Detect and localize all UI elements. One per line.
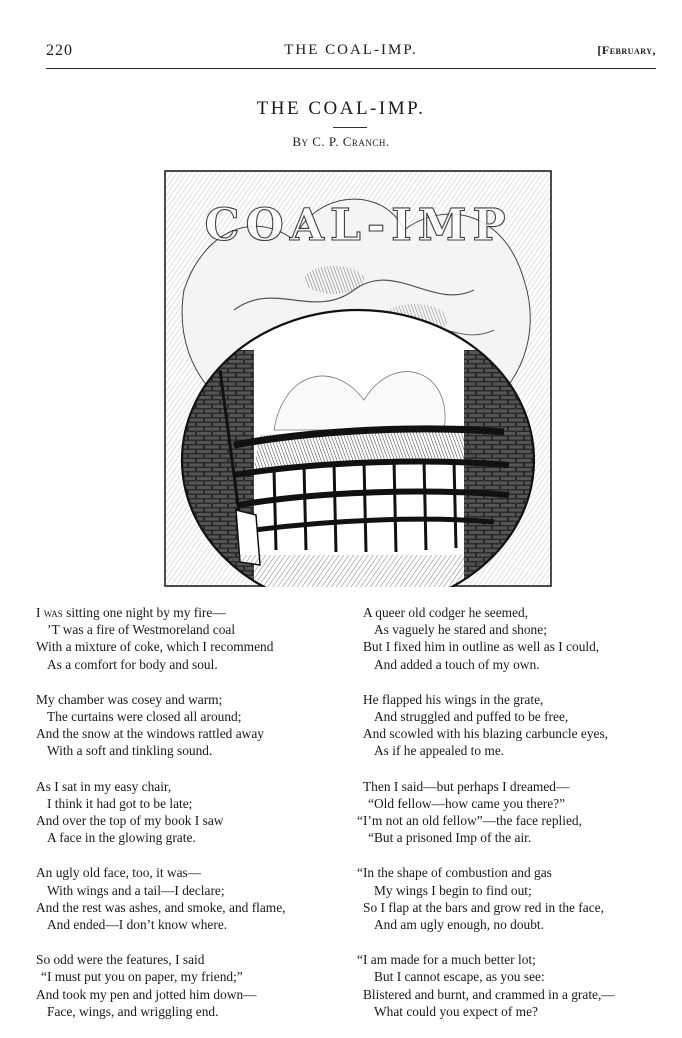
- poem-line: The curtains were closed all around;: [47, 709, 242, 725]
- poem-line: What could you expect of me?: [374, 1003, 538, 1019]
- poem-line-text: sitting one night by my fire—: [62, 605, 226, 620]
- poem-line: My chamber was cosey and warm;: [36, 691, 223, 707]
- poem-stanza: [36, 778, 346, 847]
- poem-left-column: [36, 604, 346, 1038]
- poem-line: As a comfort for body and soul.: [47, 656, 218, 672]
- fireplace-engraving: [164, 170, 552, 587]
- poem-line: And over the top of my book I saw: [36, 813, 224, 829]
- poem-line: And the rest was ashes, and smoke, and flame,: [36, 899, 286, 915]
- poem-line: I think it had got to be late;: [47, 795, 193, 811]
- running-month: [February,: [597, 43, 656, 57]
- byline: By C. P. Cranch.: [292, 134, 390, 149]
- poem-stanza: [36, 604, 346, 673]
- poem-line: “In the shape of combustion and gas: [357, 865, 552, 881]
- poem-line: “Old fellow—how came you there?”: [368, 795, 566, 811]
- poem-line: A queer old codger he seemed,: [363, 605, 529, 620]
- engraving-lettering: COAL-IMP: [204, 200, 512, 251]
- poem-line: But I fixed him in outline as well as I could,: [363, 639, 600, 655]
- poem-line: So I flap at the bars and grow red in the face,: [363, 899, 604, 915]
- poem-line: Blistered and burnt, and crammed in a grate,—: [363, 986, 615, 1002]
- poem-line: A face in the glowing grate.: [47, 830, 196, 846]
- poem-line: With wings and a tail—I declare;: [47, 882, 225, 898]
- poem-line: [36, 604, 346, 621]
- poem-right-column: [357, 604, 673, 1038]
- poem-line: So odd were the features, I said: [36, 952, 205, 968]
- poem-line: My wings I begin to find out;: [374, 882, 532, 898]
- poem-stanza: [36, 864, 346, 933]
- poem-stanza: [357, 951, 673, 1020]
- poem-stanza: [36, 951, 346, 1020]
- poem-line: As vaguely he stared and shone;: [374, 622, 547, 638]
- running-title: THE COAL-IMP.: [284, 42, 418, 58]
- poem-line: Then I said—but perhaps I dreamed—: [363, 778, 570, 794]
- poem-line: “I must put you on paper, my friend;”: [41, 969, 243, 985]
- poem-line: ’T was a fire of Westmoreland coal: [47, 622, 236, 638]
- poem-line: And the snow at the windows rattled away: [36, 726, 264, 742]
- poem-line: And scowled with his blazing carbuncle eyes,: [363, 726, 609, 742]
- poem-line: And took my pen and jotted him down—: [36, 986, 257, 1002]
- page-header: [46, 38, 656, 62]
- poem-line: But I cannot escape, as you see:: [374, 969, 545, 985]
- poem-line: “I am made for a much better lot;: [357, 952, 536, 968]
- poem-stanza: [357, 864, 673, 933]
- poem-line: He flapped his wings in the grate,: [363, 691, 544, 707]
- title-rule: [333, 127, 367, 128]
- poem-line: With a mixture of coke, which I recommend: [36, 639, 274, 655]
- poem-line: “I’m not an old fellow”—the face replied,: [357, 813, 582, 829]
- poem-line: With a soft and tinkling sound.: [47, 743, 213, 759]
- poem-line: An ugly old face, too, it was—: [36, 865, 202, 881]
- header-rule: [46, 68, 656, 69]
- poem-line: Face, wings, and wriggling end.: [47, 1003, 219, 1019]
- poem-line: “But a prisoned Imp of the air.: [368, 830, 532, 846]
- poem-line: And ended—I don’t know where.: [47, 917, 228, 933]
- poem-stanza: [36, 691, 346, 760]
- poem-line: As if he appealed to me.: [374, 743, 505, 759]
- poem-line: And am ugly enough, no doubt.: [374, 917, 544, 933]
- poem-stanza: [363, 691, 673, 760]
- poem-line: And added a touch of my own.: [374, 656, 540, 672]
- poem-opening-words: I was: [36, 605, 63, 620]
- page-number: 220: [46, 42, 73, 59]
- poem-stanza: [363, 604, 673, 673]
- poem-line: And struggled and puffed to be free,: [374, 709, 569, 725]
- poem-stanza: [357, 778, 673, 847]
- poem-line: As I sat in my easy chair,: [36, 778, 172, 794]
- article-title: THE COAL-IMP.: [256, 98, 426, 119]
